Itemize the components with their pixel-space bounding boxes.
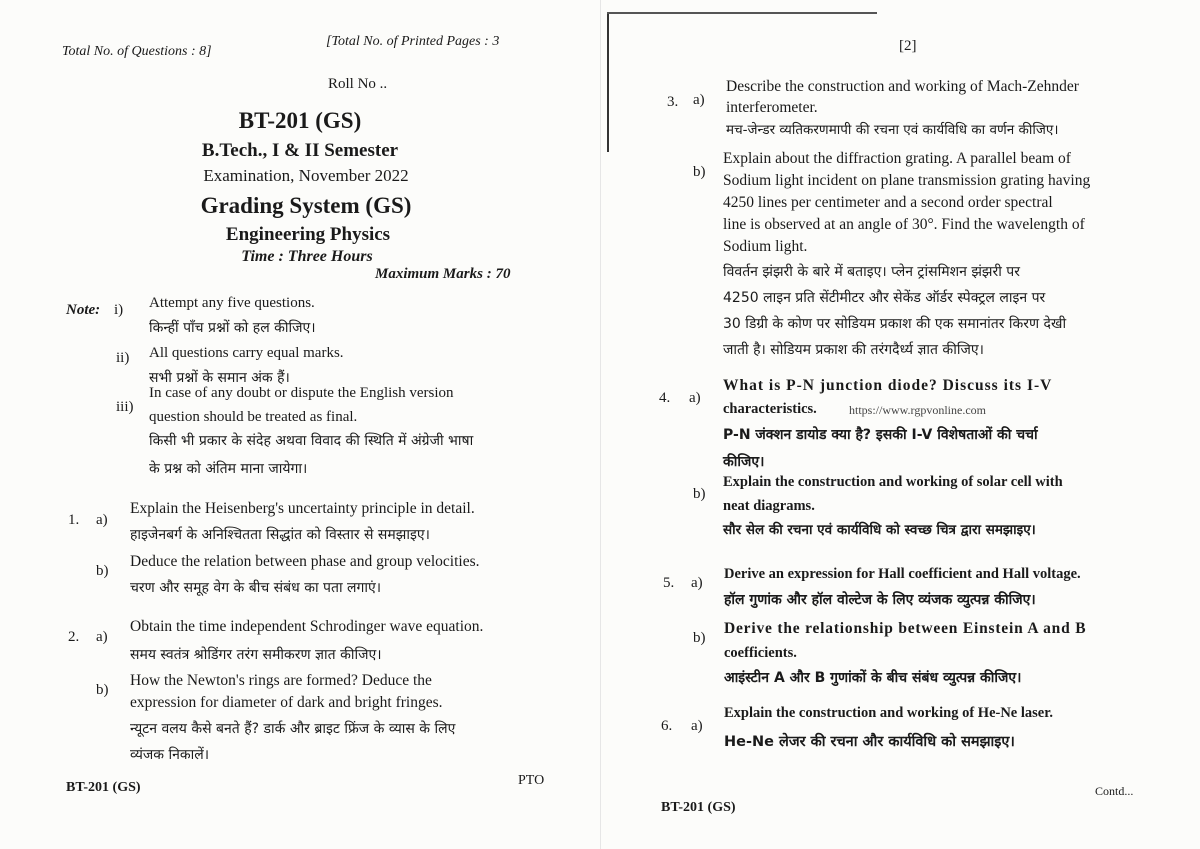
question-text: Obtain the time independent Schrodinger wave equation.	[130, 618, 484, 635]
note-num: ii)	[116, 350, 130, 366]
question-text: Sodium light.	[723, 238, 808, 255]
question-number: 2.	[68, 629, 80, 645]
question-text-hindi: विवर्तन झंझरी के बारे में बताइए। प्लेन ट्रांसमिशन झंझरी पर	[723, 264, 1020, 280]
question-text: Sodium light incident on plane transmission grating having	[723, 172, 1091, 189]
part-label: b)	[693, 630, 706, 646]
part-label: a)	[96, 629, 108, 645]
question-text: How the Newton's rings are formed? Deduce the	[130, 672, 432, 689]
question-text-hindi: 4250 लाइन प्रति सेंटीमीटर और सेकेंड ऑर्डर स्पेक्ट्रल लाइन पर	[723, 290, 1046, 306]
question-text: Describe the construction and working of Mach-Zehnder	[726, 78, 1079, 95]
question-text-hindi: P-N जंक्शन डायोड क्या है? इसकी I-V विशेषताओं की चर्चा	[723, 427, 1038, 443]
note-text-hindi: सभी प्रश्नों के समान अंक हैं।	[149, 370, 290, 386]
pto-marker: PTO	[518, 773, 545, 788]
question-text: Explain the construction and working of solar cell with	[723, 474, 1063, 490]
note-text: In case of any doubt or dispute the English version	[149, 385, 454, 401]
note-num: i)	[114, 302, 124, 318]
question-text-hindi: व्यंजक निकालें।	[130, 747, 210, 763]
question-text: neat diagrams.	[723, 498, 815, 514]
grading-system: Grading System (GS)	[200, 193, 412, 218]
part-label: a)	[689, 390, 701, 406]
question-number: 1.	[68, 512, 80, 528]
question-text-hindi: He-Ne लेजर की रचना और कार्यविधि को समझाइए।	[724, 734, 1015, 750]
question-text-hindi: हाइजेनबर्ग के अनिश्चितता सिद्धांत को विस्तार से समझाइए।	[130, 527, 430, 543]
total-pages: [Total No. of Printed Pages : 3	[326, 34, 500, 49]
total-questions: Total No. of Questions : 8]	[62, 44, 212, 59]
question-text: 4250 lines per centimeter and a second order spectral	[723, 194, 1053, 211]
page-number: [2]	[899, 38, 917, 54]
question-number: 4.	[659, 390, 671, 406]
question-text: interferometer.	[726, 99, 818, 116]
question-text-hindi: हॉल गुणांक और हॉल वोल्टेज के लिए व्यंजक व्युत्पन्न कीजिए।	[724, 592, 1036, 608]
question-text-hindi: 30 डिग्री के कोण पर सोडियम प्रकाश की एक समानांतर किरण देखी	[723, 316, 1067, 332]
question-text: Explain about the diffraction grating. A parallel beam of	[723, 150, 1071, 167]
note-text: All questions carry equal marks.	[149, 345, 344, 361]
max-marks: Maximum Marks : 70	[375, 266, 511, 282]
note-text-hindi: के प्रश्न को अंतिम माना जायेगा।	[149, 461, 308, 477]
part-label: b)	[96, 682, 109, 698]
part-label: a)	[691, 718, 703, 734]
question-text: line is observed at an angle of 30°. Find the wavelength of	[723, 216, 1085, 233]
question-text: Explain the Heisenberg's uncertainty principle in detail.	[130, 500, 475, 517]
exam-time: Time : Three Hours	[241, 248, 373, 265]
note-text-hindi: किसी भी प्रकार के संदेह अथवा विवाद की स्थिति में अंग्रेजी भाषा	[149, 433, 474, 449]
page-top-edge	[607, 12, 877, 14]
question-text: Explain the construction and working of He-Ne laser.	[724, 705, 1053, 721]
question-text-hindi: चरण और समूह वेग के बीच संबंध का पता लगाएं।	[130, 580, 382, 596]
contd-marker: Contd...	[1095, 784, 1134, 798]
question-text: characteristics.	[723, 401, 817, 417]
subject-title: Engineering Physics	[225, 224, 391, 245]
question-text: expression for diameter of dark and bright fringes.	[130, 694, 443, 711]
right-page	[600, 0, 1200, 849]
note-label: Note:	[66, 302, 101, 318]
question-text: coefficients.	[724, 645, 797, 661]
question-text: What is P-N junction diode? Discuss its I-V	[723, 377, 1053, 394]
part-label: b)	[693, 486, 706, 502]
course-title: B.Tech., I & II Semester	[201, 140, 399, 161]
question-text: Derive an expression for Hall coefficient and Hall voltage.	[724, 566, 1081, 582]
note-text: question should be treated as final.	[149, 409, 358, 425]
question-text-hindi: आइंस्टीन A और B गुणांकों के बीच संबंध व्युत्पन्न कीजिए।	[724, 670, 1022, 686]
part-label: b)	[693, 164, 706, 180]
question-text: Derive the relationship between Einstein A and B	[724, 620, 1087, 637]
footer-code: BT-201 (GS)	[661, 800, 736, 815]
part-label: a)	[691, 575, 703, 591]
footer-code: BT-201 (GS)	[66, 780, 141, 795]
question-number: 6.	[661, 718, 673, 734]
note-text-hindi: किन्हीं पाँच प्रश्नों को हल कीजिए।	[149, 320, 316, 336]
watermark-url: https://www.rgpvonline.com	[849, 403, 986, 417]
question-text-hindi: मच-जेन्डर व्यतिकरणमापी की रचना एवं कार्यविधि का वर्णन कीजिए।	[726, 122, 1059, 138]
roll-no: Roll No ..	[328, 76, 388, 92]
question-text-hindi: सौर सेल की रचना एवं कार्यविधि को स्वच्छ चित्र द्वारा समझाइए।	[723, 522, 1036, 538]
question-text-hindi: कीजिए।	[723, 454, 765, 470]
question-number: 5.	[663, 575, 675, 591]
question-text-hindi: समय स्वतंत्र श्रोडिंगर तरंग समीकरण ज्ञात कीजिए।	[130, 647, 382, 663]
question-text-hindi: जाती है। सोडियम प्रकाश की तरंगदैर्ध्य ज्ञात कीजिए।	[723, 342, 984, 358]
part-label: a)	[693, 92, 705, 108]
question-text-hindi: न्यूटन वलय कैसे बनते हैं? डार्क और ब्राइट फ्रिंज के व्यास के लिए	[130, 721, 456, 737]
paper-code: BT-201 (GS)	[238, 108, 362, 133]
part-label: a)	[96, 512, 108, 528]
question-number: 3.	[667, 94, 679, 110]
part-label: b)	[96, 563, 109, 579]
note-num: iii)	[116, 399, 134, 415]
question-text: Deduce the relation between phase and group velocities.	[130, 553, 480, 570]
page-spine	[607, 12, 609, 152]
note-text: Attempt any five questions.	[149, 295, 315, 311]
exam-session: Examination, November 2022	[203, 166, 409, 185]
